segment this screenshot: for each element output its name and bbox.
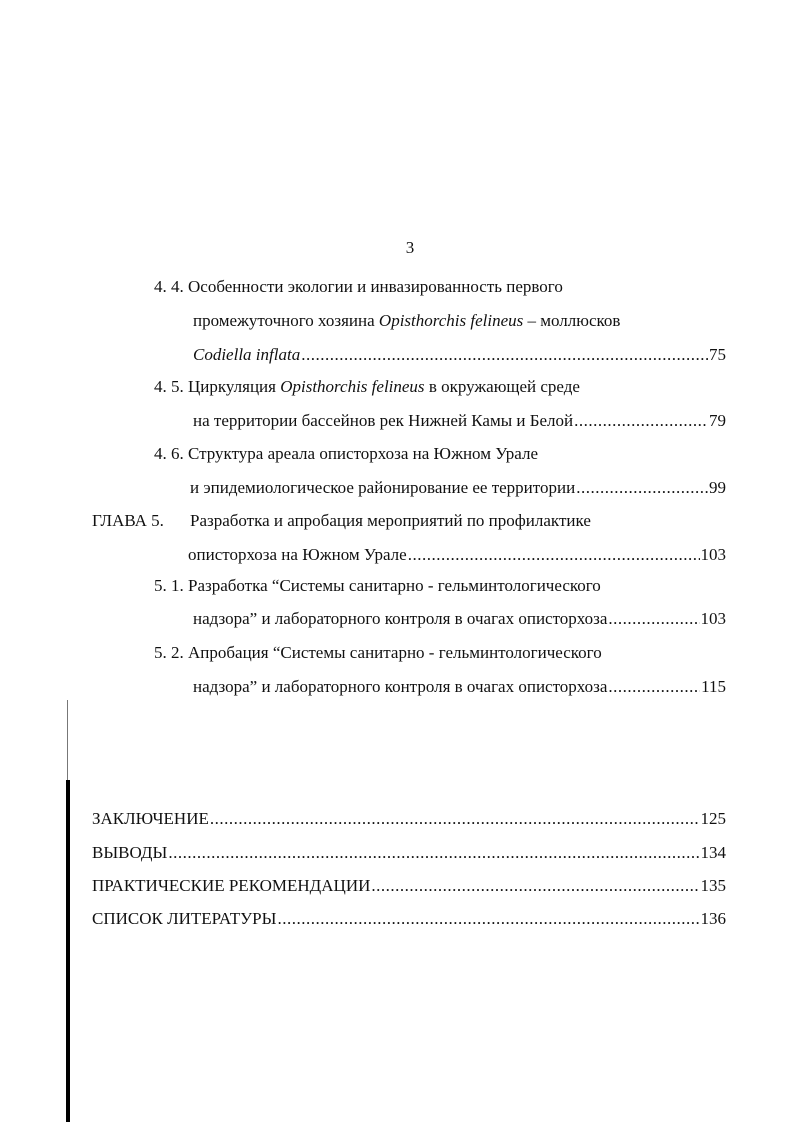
toc-4-6-entry[interactable] (190, 478, 726, 498)
toc-ch5-page: 103 (700, 545, 726, 564)
toc-ch5-label: ГЛАВА 5. (92, 511, 164, 530)
toc-recommendations-label: ПРАКТИЧЕСКИЕ РЕКОМЕНДАЦИИ (92, 876, 371, 895)
toc-4-5-heading (154, 377, 580, 397)
toc-references-label: СПИСОК ЛИТЕРАТУРЫ (92, 909, 277, 928)
toc-4-5-number: 4. 5. (154, 377, 184, 396)
toc-5-2-leader (608, 677, 700, 697)
toc-4-4-line1: Особенности экологии и инвазированность первого (188, 277, 563, 296)
toc-ch5-heading (92, 511, 164, 531)
toc-5-1-entry[interactable] (193, 609, 726, 629)
toc-4-4-line3: Codiella inflata (193, 345, 301, 364)
toc-4-6-line2: и эпидемиологическое районирование ее территории (190, 478, 576, 497)
toc-findings-label: ВЫВОДЫ (92, 843, 168, 862)
toc-5-2-heading (154, 643, 602, 663)
toc-5-1-page: 103 (700, 609, 726, 628)
toc-ch5-line2: описторхоза на Южном Урале (188, 545, 407, 564)
toc-4-4-page: 75 (709, 345, 726, 364)
toc-4-5-page: 79 (709, 411, 726, 430)
toc-4-4-heading (154, 277, 563, 297)
toc-recommendations-page: 135 (700, 876, 726, 895)
toc-recommendations-entry[interactable] (92, 876, 726, 896)
toc-ch5-line1: Разработка и апробация мероприятий по профилактике (190, 511, 591, 530)
toc-5-1-line1: Разработка “Системы санитарно - гельминтологического (188, 576, 601, 595)
toc-4-6-leader (576, 478, 708, 498)
toc-5-1-heading (154, 576, 601, 596)
toc-4-4-entry[interactable] (193, 345, 726, 365)
page-number: 3 (405, 238, 415, 257)
toc-ch5-leader (408, 545, 700, 565)
toc-findings-page: 134 (700, 843, 726, 862)
toc-4-5-line1-end: в окружающей среде (424, 377, 580, 396)
toc-4-4-leader (301, 345, 708, 365)
toc-4-5-species: Opisthorchis felineus (280, 377, 425, 396)
toc-4-6-page: 99 (709, 478, 726, 497)
scan-edge-line (67, 700, 68, 790)
toc-5-2-page: 115 (701, 677, 726, 696)
toc-4-4-line2-text: промежуточного хозяина (193, 311, 379, 330)
toc-4-6-number: 4. 6. (154, 444, 184, 463)
toc-4-4-line2 (193, 311, 620, 331)
toc-4-6-heading (154, 444, 538, 464)
toc-5-1-line2: надзора” и лабораторного контроля в очагах описторхоза (193, 609, 608, 628)
toc-5-2-number: 5. 2. (154, 643, 184, 662)
toc-4-5-leader (574, 411, 708, 431)
toc-4-5-line2: на территории бассейнов рек Нижней Камы и Белой (193, 411, 574, 430)
toc-4-6-line1: Структура ареала описторхоза на Южном Урале (188, 444, 539, 463)
scan-edge-bar (66, 780, 70, 1122)
toc-conclusion-label: ЗАКЛЮЧЕНИЕ (92, 809, 209, 828)
toc-5-2-line2: надзора” и лабораторного контроля в очагах описторхоза (193, 677, 608, 696)
toc-4-4-number: 4. 4. (154, 277, 184, 296)
toc-conclusion-leader (210, 809, 700, 829)
toc-5-1-leader (608, 609, 699, 629)
toc-findings-leader (168, 843, 699, 863)
toc-conclusion-entry[interactable] (92, 809, 726, 829)
toc-5-2-entry[interactable] (193, 677, 726, 697)
toc-4-4-line2-end: – моллюсков (523, 311, 621, 330)
toc-4-5-entry[interactable] (193, 411, 726, 431)
toc-5-1-number: 5. 1. (154, 576, 184, 595)
toc-4-5-line1-text: Циркуляция (188, 377, 281, 396)
toc-conclusion-page: 125 (700, 809, 726, 828)
toc-references-page: 136 (700, 909, 726, 928)
toc-references-entry[interactable] (92, 909, 726, 929)
toc-4-4-species: Opisthorchis felineus (378, 311, 524, 330)
toc-5-2-line1: Апробация “Системы санитарно - гельминтологического (188, 643, 602, 662)
toc-recommendations-leader (371, 876, 699, 896)
toc-findings-entry[interactable] (92, 843, 726, 863)
toc-ch5-entry[interactable] (188, 545, 726, 565)
toc-references-leader (277, 909, 699, 929)
